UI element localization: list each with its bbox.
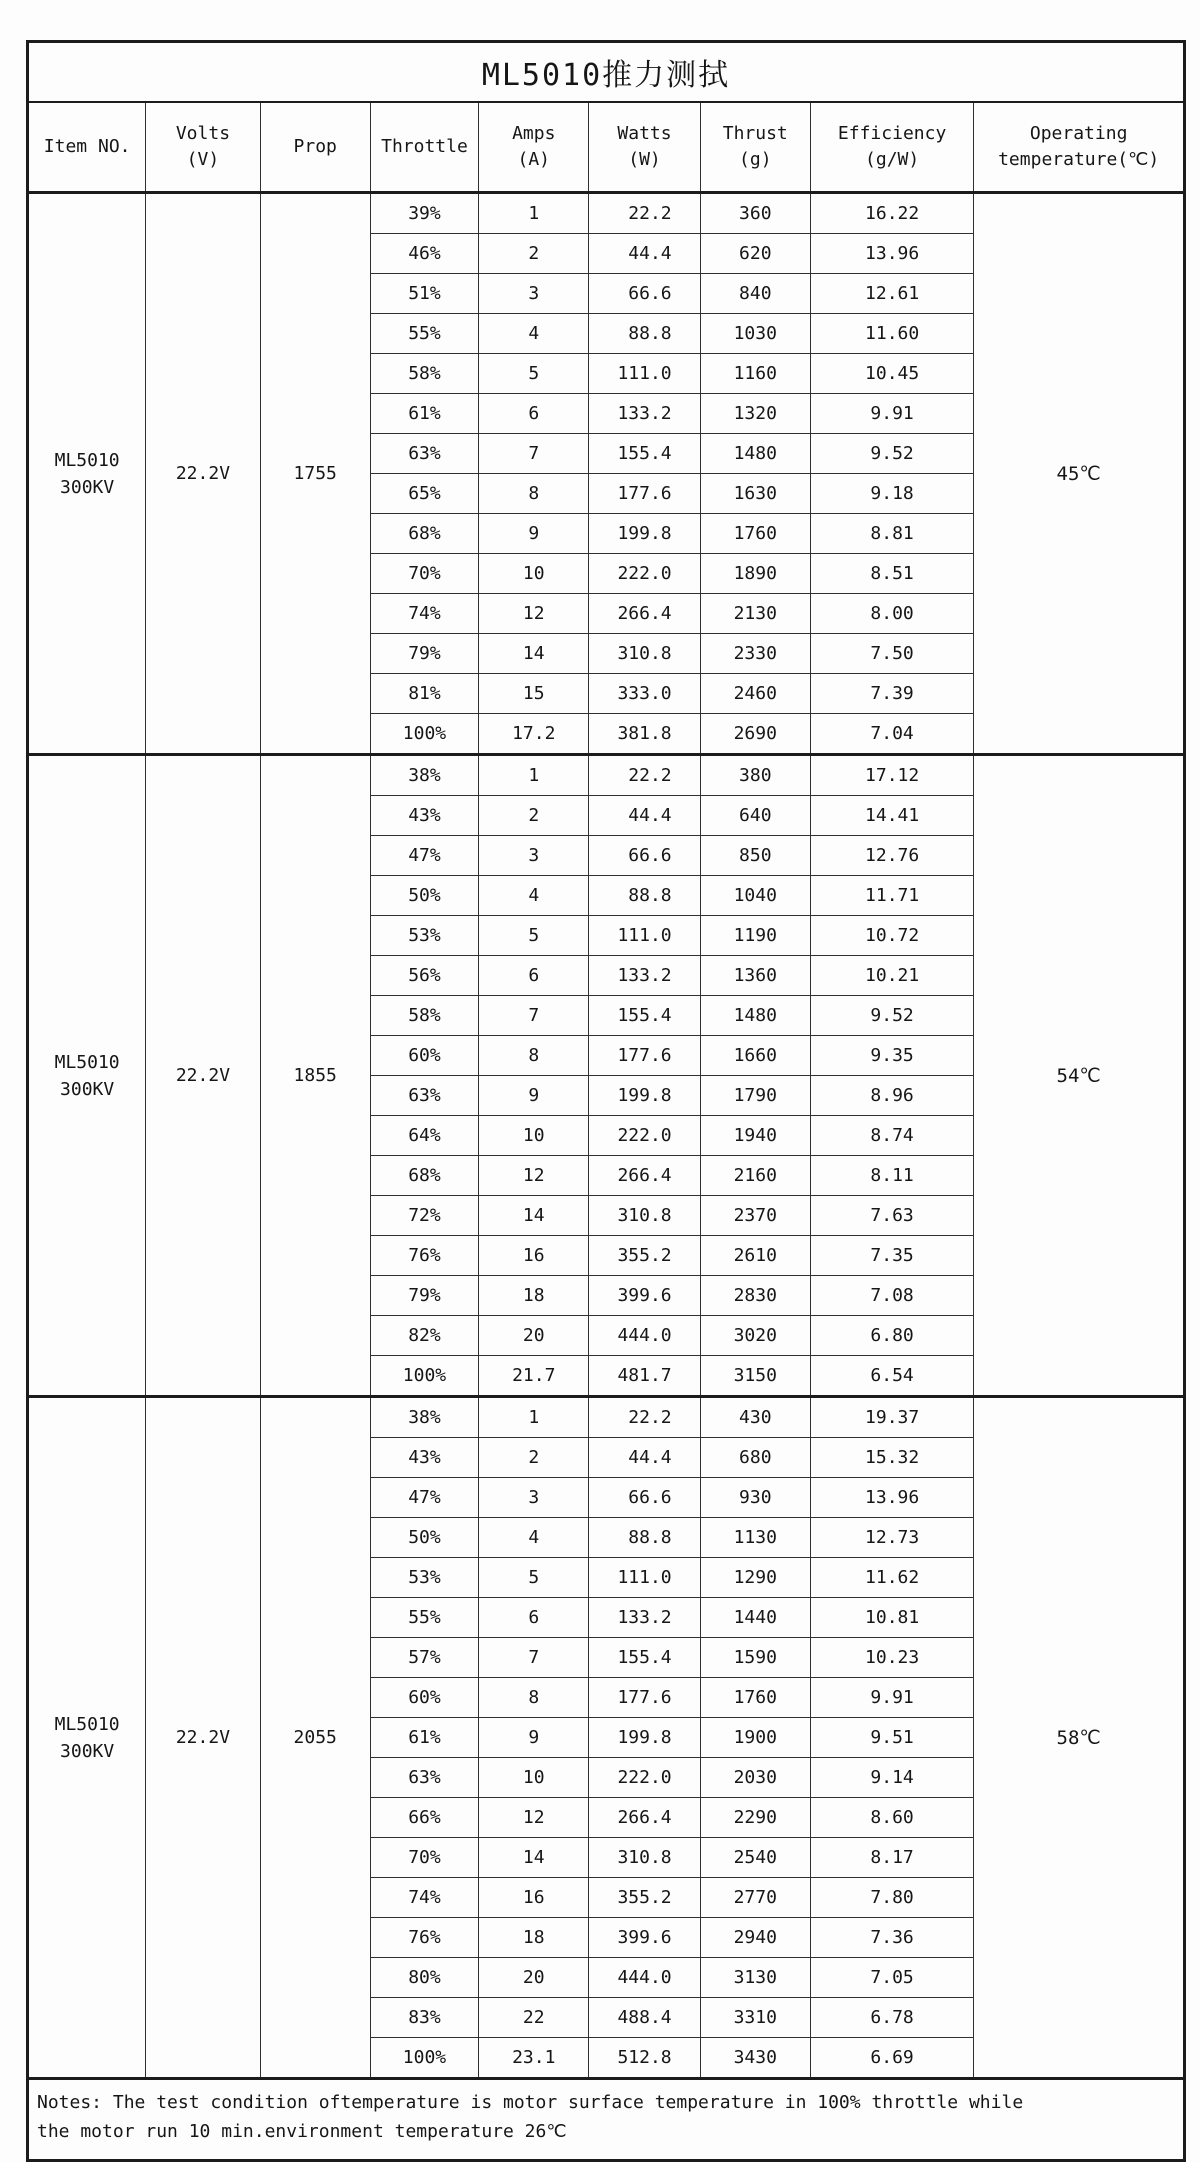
cell-watts: 111.0 <box>589 916 700 956</box>
cell-watts: 222.0 <box>589 554 700 594</box>
cell-throttle: 81% <box>370 674 478 714</box>
cell-efficiency: 13.96 <box>810 1478 973 1518</box>
cell-throttle: 56% <box>370 956 478 996</box>
cell-thrust: 2130 <box>700 594 810 634</box>
cell-throttle: 63% <box>370 434 478 474</box>
cell-thrust: 2940 <box>700 1918 810 1958</box>
cell-amps: 18 <box>479 1276 589 1316</box>
cell-throttle: 53% <box>370 1558 478 1598</box>
cell-efficiency: 10.23 <box>810 1638 973 1678</box>
cell-efficiency: 14.41 <box>810 796 973 836</box>
column-header-volts <box>146 102 260 193</box>
cell-throttle: 43% <box>370 796 478 836</box>
cell-efficiency: 8.51 <box>810 554 973 594</box>
cell-watts: 155.4 <box>589 996 700 1036</box>
cell-volts: 22.2V <box>146 193 260 755</box>
cell-efficiency: 7.36 <box>810 1918 973 1958</box>
cell-throttle: 74% <box>370 1878 478 1918</box>
item-no-line2: 300KV <box>60 1740 115 1762</box>
cell-watts: 310.8 <box>589 634 700 674</box>
cell-efficiency: 15.32 <box>810 1438 973 1478</box>
cell-efficiency: 6.80 <box>810 1316 973 1356</box>
cell-throttle: 100% <box>370 714 478 755</box>
title-row <box>28 42 1185 103</box>
cell-amps: 1 <box>479 1397 589 1438</box>
cell-efficiency: 7.04 <box>810 714 973 755</box>
cell-operating-temperature: 58℃ <box>974 1397 1185 2079</box>
cell-throttle: 65% <box>370 474 478 514</box>
cell-throttle: 63% <box>370 1076 478 1116</box>
cell-thrust: 1630 <box>700 474 810 514</box>
cell-volts: 22.2V <box>146 1397 260 2079</box>
cell-watts: 155.4 <box>589 1638 700 1678</box>
cell-item-no <box>28 755 146 1397</box>
cell-amps: 17.2 <box>479 714 589 755</box>
cell-throttle: 83% <box>370 1998 478 2038</box>
cell-throttle: 53% <box>370 916 478 956</box>
cell-thrust: 1160 <box>700 354 810 394</box>
item-no-line1: ML5010 <box>54 1713 120 1735</box>
cell-watts: 381.8 <box>589 714 700 755</box>
cell-watts: 512.8 <box>589 2038 700 2079</box>
cell-amps: 5 <box>479 1558 589 1598</box>
cell-amps: 7 <box>479 996 589 1036</box>
cell-watts: 44.4 <box>589 234 700 274</box>
cell-throttle: 61% <box>370 394 478 434</box>
cell-thrust: 680 <box>700 1438 810 1478</box>
cell-watts: 488.4 <box>589 1998 700 2038</box>
cell-watts: 66.6 <box>589 836 700 876</box>
cell-watts: 44.4 <box>589 796 700 836</box>
cell-throttle: 74% <box>370 594 478 634</box>
cell-efficiency: 9.52 <box>810 996 973 1036</box>
cell-throttle: 68% <box>370 514 478 554</box>
cell-throttle: 55% <box>370 314 478 354</box>
column-header-line2: (A) <box>517 149 550 170</box>
cell-efficiency: 10.45 <box>810 354 973 394</box>
cell-amps: 7 <box>479 1638 589 1678</box>
cell-amps: 16 <box>479 1236 589 1276</box>
cell-efficiency: 7.08 <box>810 1276 973 1316</box>
cell-watts: 88.8 <box>589 1518 700 1558</box>
cell-watts: 222.0 <box>589 1116 700 1156</box>
cell-efficiency: 8.81 <box>810 514 973 554</box>
cell-amps: 4 <box>479 876 589 916</box>
cell-thrust: 1590 <box>700 1638 810 1678</box>
cell-watts: 88.8 <box>589 876 700 916</box>
cell-item-no <box>28 1397 146 2079</box>
cell-efficiency: 19.37 <box>810 1397 973 1438</box>
cell-thrust: 2030 <box>700 1758 810 1798</box>
cell-throttle: 100% <box>370 2038 478 2079</box>
item-no-line1: ML5010 <box>54 449 120 471</box>
cell-efficiency: 10.21 <box>810 956 973 996</box>
cell-watts: 310.8 <box>589 1838 700 1878</box>
cell-thrust: 1660 <box>700 1036 810 1076</box>
data-row <box>28 1397 1185 1438</box>
cell-thrust: 3310 <box>700 1998 810 2038</box>
column-header-line2: (g/W) <box>865 149 920 170</box>
cell-thrust: 2830 <box>700 1276 810 1316</box>
cell-throttle: 68% <box>370 1156 478 1196</box>
cell-throttle: 72% <box>370 1196 478 1236</box>
cell-watts: 333.0 <box>589 674 700 714</box>
cell-amps: 16 <box>479 1878 589 1918</box>
cell-throttle: 51% <box>370 274 478 314</box>
cell-watts: 22.2 <box>589 1397 700 1438</box>
cell-amps: 7 <box>479 434 589 474</box>
cell-amps: 12 <box>479 594 589 634</box>
cell-amps: 6 <box>479 956 589 996</box>
cell-watts: 355.2 <box>589 1878 700 1918</box>
cell-thrust: 930 <box>700 1478 810 1518</box>
notes-line2: the motor run 10 min.environment temperature 26℃ <box>37 2120 567 2142</box>
cell-watts: 133.2 <box>589 1598 700 1638</box>
column-header-prop <box>260 102 370 193</box>
cell-watts: 266.4 <box>589 594 700 634</box>
page-title: ML5010推力测拭 <box>28 42 1185 103</box>
cell-amps: 8 <box>479 1678 589 1718</box>
cell-thrust: 1320 <box>700 394 810 434</box>
cell-throttle: 76% <box>370 1918 478 1958</box>
cell-throttle: 64% <box>370 1116 478 1156</box>
cell-efficiency: 7.39 <box>810 674 973 714</box>
item-no-line2: 300KV <box>60 1078 115 1100</box>
cell-thrust: 3430 <box>700 2038 810 2079</box>
cell-throttle: 79% <box>370 1276 478 1316</box>
cell-amps: 14 <box>479 634 589 674</box>
cell-watts: 199.8 <box>589 1718 700 1758</box>
cell-watts: 111.0 <box>589 1558 700 1598</box>
cell-watts: 155.4 <box>589 434 700 474</box>
cell-amps: 14 <box>479 1838 589 1878</box>
table-body <box>28 193 1185 2079</box>
cell-watts: 310.8 <box>589 1196 700 1236</box>
cell-efficiency: 17.12 <box>810 755 973 796</box>
cell-efficiency: 8.60 <box>810 1798 973 1838</box>
cell-watts: 481.7 <box>589 1356 700 1397</box>
cell-efficiency: 9.52 <box>810 434 973 474</box>
thrust-test-table <box>26 40 1186 2162</box>
cell-amps: 5 <box>479 916 589 956</box>
cell-prop: 1855 <box>260 755 370 1397</box>
cell-throttle: 76% <box>370 1236 478 1276</box>
cell-watts: 22.2 <box>589 755 700 796</box>
cell-watts: 44.4 <box>589 1438 700 1478</box>
cell-thrust: 1130 <box>700 1518 810 1558</box>
cell-throttle: 58% <box>370 996 478 1036</box>
cell-throttle: 60% <box>370 1036 478 1076</box>
cell-watts: 222.0 <box>589 1758 700 1798</box>
cell-thrust: 2460 <box>700 674 810 714</box>
cell-thrust: 1940 <box>700 1116 810 1156</box>
cell-thrust: 2290 <box>700 1798 810 1838</box>
column-header-thrust <box>700 102 810 193</box>
cell-efficiency: 8.74 <box>810 1116 973 1156</box>
cell-efficiency: 7.63 <box>810 1196 973 1236</box>
cell-efficiency: 9.91 <box>810 1678 973 1718</box>
cell-amps: 12 <box>479 1156 589 1196</box>
data-row <box>28 755 1185 796</box>
cell-thrust: 1480 <box>700 996 810 1036</box>
cell-throttle: 79% <box>370 634 478 674</box>
cell-efficiency: 16.22 <box>810 193 973 234</box>
cell-thrust: 1760 <box>700 1678 810 1718</box>
cell-thrust: 2540 <box>700 1838 810 1878</box>
cell-amps: 9 <box>479 1076 589 1116</box>
cell-watts: 177.6 <box>589 1036 700 1076</box>
cell-throttle: 60% <box>370 1678 478 1718</box>
cell-throttle: 82% <box>370 1316 478 1356</box>
cell-watts: 133.2 <box>589 956 700 996</box>
cell-amps: 1 <box>479 193 589 234</box>
cell-watts: 177.6 <box>589 474 700 514</box>
column-header-line1: Efficiency <box>837 122 947 144</box>
cell-thrust: 1890 <box>700 554 810 594</box>
column-header-line1: Watts <box>617 122 672 144</box>
cell-throttle: 43% <box>370 1438 478 1478</box>
cell-operating-temperature: 45℃ <box>974 193 1185 755</box>
cell-amps: 20 <box>479 1958 589 1998</box>
column-header-line1: Amps <box>512 122 556 144</box>
cell-throttle: 66% <box>370 1798 478 1838</box>
cell-efficiency: 12.73 <box>810 1518 973 1558</box>
cell-throttle: 50% <box>370 876 478 916</box>
cell-thrust: 3020 <box>700 1316 810 1356</box>
cell-thrust: 1440 <box>700 1598 810 1638</box>
cell-watts: 266.4 <box>589 1798 700 1838</box>
cell-amps: 2 <box>479 234 589 274</box>
cell-throttle: 55% <box>370 1598 478 1638</box>
cell-efficiency: 9.91 <box>810 394 973 434</box>
cell-throttle: 58% <box>370 354 478 394</box>
cell-amps: 15 <box>479 674 589 714</box>
cell-throttle: 46% <box>370 234 478 274</box>
cell-operating-temperature: 54℃ <box>974 755 1185 1397</box>
cell-efficiency: 8.96 <box>810 1076 973 1116</box>
cell-thrust: 1760 <box>700 514 810 554</box>
cell-thrust: 1190 <box>700 916 810 956</box>
cell-watts: 199.8 <box>589 1076 700 1116</box>
cell-thrust: 2770 <box>700 1878 810 1918</box>
cell-amps: 9 <box>479 514 589 554</box>
cell-thrust: 3130 <box>700 1958 810 1998</box>
column-header-item-no- <box>28 102 146 193</box>
cell-amps: 10 <box>479 554 589 594</box>
notes-line1: Notes: The test condition oftemperature is motor surface temperature in 100% throttle while <box>37 2092 1024 2113</box>
cell-thrust: 840 <box>700 274 810 314</box>
cell-throttle: 70% <box>370 1838 478 1878</box>
cell-thrust: 1900 <box>700 1718 810 1758</box>
cell-efficiency: 11.71 <box>810 876 973 916</box>
cell-thrust: 430 <box>700 1397 810 1438</box>
cell-thrust: 640 <box>700 796 810 836</box>
cell-efficiency: 11.60 <box>810 314 973 354</box>
cell-efficiency: 12.61 <box>810 274 973 314</box>
cell-amps: 9 <box>479 1718 589 1758</box>
cell-thrust: 1040 <box>700 876 810 916</box>
cell-amps: 22 <box>479 1998 589 2038</box>
item-no-line2: 300KV <box>60 476 115 498</box>
column-header-amps <box>479 102 589 193</box>
cell-amps: 8 <box>479 474 589 514</box>
cell-efficiency: 9.14 <box>810 1758 973 1798</box>
cell-amps: 4 <box>479 1518 589 1558</box>
column-header-line2: temperature(℃) <box>998 149 1160 170</box>
cell-amps: 6 <box>479 394 589 434</box>
cell-efficiency: 6.54 <box>810 1356 973 1397</box>
cell-amps: 5 <box>479 354 589 394</box>
cell-thrust: 1360 <box>700 956 810 996</box>
cell-efficiency: 8.00 <box>810 594 973 634</box>
cell-throttle: 100% <box>370 1356 478 1397</box>
cell-thrust: 2610 <box>700 1236 810 1276</box>
column-header-line2: (V) <box>186 149 220 170</box>
cell-amps: 12 <box>479 1798 589 1838</box>
cell-efficiency: 10.72 <box>810 916 973 956</box>
cell-amps: 8 <box>479 1036 589 1076</box>
cell-thrust: 1480 <box>700 434 810 474</box>
cell-throttle: 80% <box>370 1958 478 1998</box>
cell-thrust: 1030 <box>700 314 810 354</box>
column-header-line2: (W) <box>628 149 661 170</box>
cell-throttle: 38% <box>370 1397 478 1438</box>
cell-throttle: 47% <box>370 836 478 876</box>
cell-amps: 14 <box>479 1196 589 1236</box>
cell-amps: 10 <box>479 1116 589 1156</box>
item-no-line1: ML5010 <box>54 1051 120 1073</box>
cell-watts: 177.6 <box>589 1678 700 1718</box>
cell-prop: 1755 <box>260 193 370 755</box>
column-header-line1: Thrust <box>722 122 788 144</box>
column-header-watts <box>589 102 700 193</box>
cell-thrust: 360 <box>700 193 810 234</box>
cell-amps: 21.7 <box>479 1356 589 1397</box>
column-header-operating <box>974 102 1185 193</box>
cell-throttle: 50% <box>370 1518 478 1558</box>
cell-efficiency: 10.81 <box>810 1598 973 1638</box>
column-header-efficiency <box>810 102 973 193</box>
cell-throttle: 38% <box>370 755 478 796</box>
cell-throttle: 39% <box>370 193 478 234</box>
cell-prop: 2055 <box>260 1397 370 2079</box>
cell-watts: 444.0 <box>589 1316 700 1356</box>
cell-thrust: 850 <box>700 836 810 876</box>
cell-efficiency: 13.96 <box>810 234 973 274</box>
cell-watts: 199.8 <box>589 514 700 554</box>
cell-amps: 4 <box>479 314 589 354</box>
cell-amps: 1 <box>479 755 589 796</box>
cell-thrust: 2160 <box>700 1156 810 1196</box>
cell-amps: 3 <box>479 1478 589 1518</box>
cell-efficiency: 9.18 <box>810 474 973 514</box>
cell-throttle: 63% <box>370 1758 478 1798</box>
cell-thrust: 2330 <box>700 634 810 674</box>
cell-watts: 66.6 <box>589 1478 700 1518</box>
cell-watts: 266.4 <box>589 1156 700 1196</box>
cell-watts: 355.2 <box>589 1236 700 1276</box>
column-header-line1: Volts <box>175 122 231 144</box>
notes-box <box>28 2079 1185 2161</box>
cell-throttle: 47% <box>370 1478 478 1518</box>
cell-amps: 23.1 <box>479 2038 589 2079</box>
cell-watts: 399.6 <box>589 1918 700 1958</box>
cell-amps: 20 <box>479 1316 589 1356</box>
column-header-line1: Throttle <box>381 135 468 157</box>
cell-watts: 444.0 <box>589 1958 700 1998</box>
cell-thrust: 2370 <box>700 1196 810 1236</box>
cell-amps: 3 <box>479 836 589 876</box>
cell-amps: 10 <box>479 1758 589 1798</box>
cell-throttle: 70% <box>370 554 478 594</box>
cell-thrust: 3150 <box>700 1356 810 1397</box>
cell-amps: 2 <box>479 1438 589 1478</box>
cell-amps: 6 <box>479 1598 589 1638</box>
cell-efficiency: 7.05 <box>810 1958 973 1998</box>
cell-thrust: 380 <box>700 755 810 796</box>
cell-watts: 399.6 <box>589 1276 700 1316</box>
cell-item-no <box>28 193 146 755</box>
cell-efficiency: 8.17 <box>810 1838 973 1878</box>
cell-throttle: 61% <box>370 1718 478 1758</box>
cell-efficiency: 12.76 <box>810 836 973 876</box>
cell-efficiency: 9.51 <box>810 1718 973 1758</box>
cell-amps: 18 <box>479 1918 589 1958</box>
cell-efficiency: 11.62 <box>810 1558 973 1598</box>
cell-watts: 111.0 <box>589 354 700 394</box>
data-row <box>28 193 1185 234</box>
column-header-line1: Prop <box>293 135 337 157</box>
notes-row <box>28 2079 1185 2161</box>
cell-efficiency: 7.50 <box>810 634 973 674</box>
cell-thrust: 2690 <box>700 714 810 755</box>
cell-efficiency: 8.11 <box>810 1156 973 1196</box>
cell-efficiency: 9.35 <box>810 1036 973 1076</box>
header-row <box>28 102 1185 193</box>
column-header-line2: (g) <box>739 149 772 170</box>
cell-efficiency: 6.69 <box>810 2038 973 2079</box>
cell-efficiency: 7.80 <box>810 1878 973 1918</box>
column-header-line1: Operating <box>1029 122 1128 144</box>
cell-amps: 3 <box>479 274 589 314</box>
cell-thrust: 620 <box>700 234 810 274</box>
cell-efficiency: 7.35 <box>810 1236 973 1276</box>
cell-throttle: 57% <box>370 1638 478 1678</box>
column-header-line1: Item NO. <box>43 135 131 157</box>
cell-volts: 22.2V <box>146 755 260 1397</box>
cell-efficiency: 6.78 <box>810 1998 973 2038</box>
cell-watts: 22.2 <box>589 193 700 234</box>
cell-watts: 88.8 <box>589 314 700 354</box>
cell-watts: 66.6 <box>589 274 700 314</box>
cell-thrust: 1290 <box>700 1558 810 1598</box>
cell-thrust: 1790 <box>700 1076 810 1116</box>
cell-watts: 133.2 <box>589 394 700 434</box>
cell-amps: 2 <box>479 796 589 836</box>
column-header-throttle <box>370 102 478 193</box>
